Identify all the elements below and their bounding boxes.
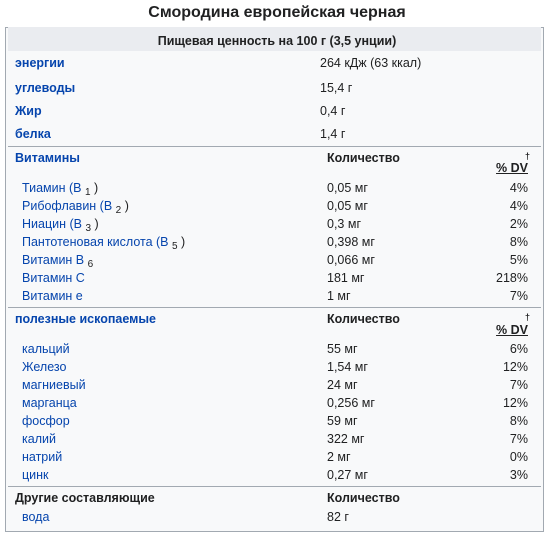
- paren: ): [94, 217, 99, 231]
- vitamin-link[interactable]: Тиамин (В: [22, 181, 82, 195]
- mineral-name[interactable]: цинк: [22, 468, 49, 482]
- macro-value-fat: 0,4 г: [320, 104, 346, 118]
- mineral-qty: 55 мг: [327, 342, 358, 356]
- minerals-qty-label: Количество: [327, 312, 400, 326]
- vitamin-qty: 0,05 мг: [327, 199, 368, 213]
- infobox-header: Пищевая ценность на 100 г (3,5 унции): [157, 34, 397, 48]
- mineral-name[interactable]: фосфор: [22, 414, 70, 428]
- macro-label-fat[interactable]: Жир: [15, 104, 42, 118]
- dv-label[interactable]: % DV: [496, 161, 528, 175]
- macro-value-protein: 1,4 г: [320, 127, 346, 141]
- minerals-heading[interactable]: полезные ископаемые: [15, 312, 156, 326]
- vitamin-dv: 5%: [509, 253, 528, 267]
- vitamin-link[interactable]: Витамин В: [22, 253, 85, 267]
- subscript: 2: [115, 205, 122, 216]
- mineral-dv: 7%: [509, 432, 528, 446]
- vitamin-qty: 0,3 мг: [327, 217, 362, 231]
- mineral-qty: 24 мг: [327, 378, 358, 392]
- paren: ): [124, 199, 129, 213]
- dv-label[interactable]: % DV: [496, 323, 528, 337]
- vitamins-qty-label: Количество: [327, 151, 400, 165]
- vitamin-dv: 218%: [496, 271, 528, 285]
- vitamin-dv: 8%: [509, 235, 528, 249]
- mineral-dv: 12%: [502, 360, 528, 374]
- mineral-qty: 0,27 мг: [327, 468, 368, 482]
- macro-label-energy[interactable]: энергии: [15, 56, 65, 70]
- mineral-name[interactable]: натрий: [22, 450, 63, 464]
- vitamin-qty: 1 мг: [327, 289, 351, 303]
- mineral-dv: 6%: [509, 342, 528, 356]
- mineral-dv: 0%: [509, 450, 528, 464]
- macro-value-energy: 264 кДж (63 ккал): [320, 56, 422, 70]
- mineral-qty: 2 мг: [327, 450, 351, 464]
- vitamin-qty: 0,05 мг: [327, 181, 368, 195]
- vitamin-name-c[interactable]: Витамин С: [22, 271, 85, 285]
- separator-line: [8, 146, 541, 147]
- separator-line: [8, 307, 541, 308]
- mineral-qty: 59 мг: [327, 414, 358, 428]
- page-title: Смородина европейская черная: [148, 4, 406, 21]
- mineral-name[interactable]: калий: [22, 432, 56, 446]
- dagger-mark: †: [525, 151, 531, 161]
- mineral-dv: 8%: [509, 414, 528, 428]
- vitamin-link[interactable]: Рибофлавин (В: [22, 199, 113, 213]
- mineral-qty: 322 мг: [327, 432, 365, 446]
- mineral-qty: 0,256 мг: [327, 396, 375, 410]
- vitamin-qty: 0,398 мг: [327, 235, 375, 249]
- vitamin-dv: 2%: [509, 217, 528, 231]
- vitamin-dv: 4%: [509, 199, 528, 213]
- mineral-name[interactable]: Железо: [22, 360, 67, 374]
- vitamin-link[interactable]: Ниацин (В: [22, 217, 82, 231]
- macro-label-protein[interactable]: белка: [15, 127, 51, 141]
- mineral-name[interactable]: магниевый: [22, 378, 86, 392]
- mineral-name[interactable]: марганца: [22, 396, 77, 410]
- other-qty-label: Количество: [327, 491, 400, 505]
- mineral-dv: 12%: [502, 396, 528, 410]
- mineral-qty: 1,54 мг: [327, 360, 368, 374]
- mineral-name[interactable]: кальций: [22, 342, 70, 356]
- mineral-dv: 3%: [509, 468, 528, 482]
- other-heading: Другие составляющие: [15, 491, 155, 505]
- paren: ): [94, 181, 99, 195]
- vitamin-name-e[interactable]: Витамин е: [22, 289, 83, 303]
- vitamin-dv: 4%: [509, 181, 528, 195]
- subscript: 1: [84, 187, 91, 198]
- vitamin-qty: 181 мг: [327, 271, 365, 285]
- subscript: 6: [87, 259, 94, 270]
- subscript: 3: [85, 223, 92, 234]
- vitamins-heading[interactable]: Витамины: [15, 151, 80, 165]
- vitamin-qty: 0,066 мг: [327, 253, 375, 267]
- separator-line: [8, 486, 541, 487]
- macro-label-carbs[interactable]: углеводы: [15, 81, 76, 95]
- macro-value-carbs: 15,4 г: [320, 81, 353, 95]
- mineral-dv: 7%: [509, 378, 528, 392]
- dagger-mark: †: [525, 312, 531, 322]
- vitamin-link[interactable]: Пантотеновая кислота (В: [22, 235, 169, 249]
- other-name-water[interactable]: вода: [22, 510, 50, 524]
- vitamin-dv: 7%: [509, 289, 528, 303]
- paren: ): [181, 235, 186, 249]
- subscript: 5: [172, 241, 178, 252]
- other-qty: 82 г: [327, 510, 349, 524]
